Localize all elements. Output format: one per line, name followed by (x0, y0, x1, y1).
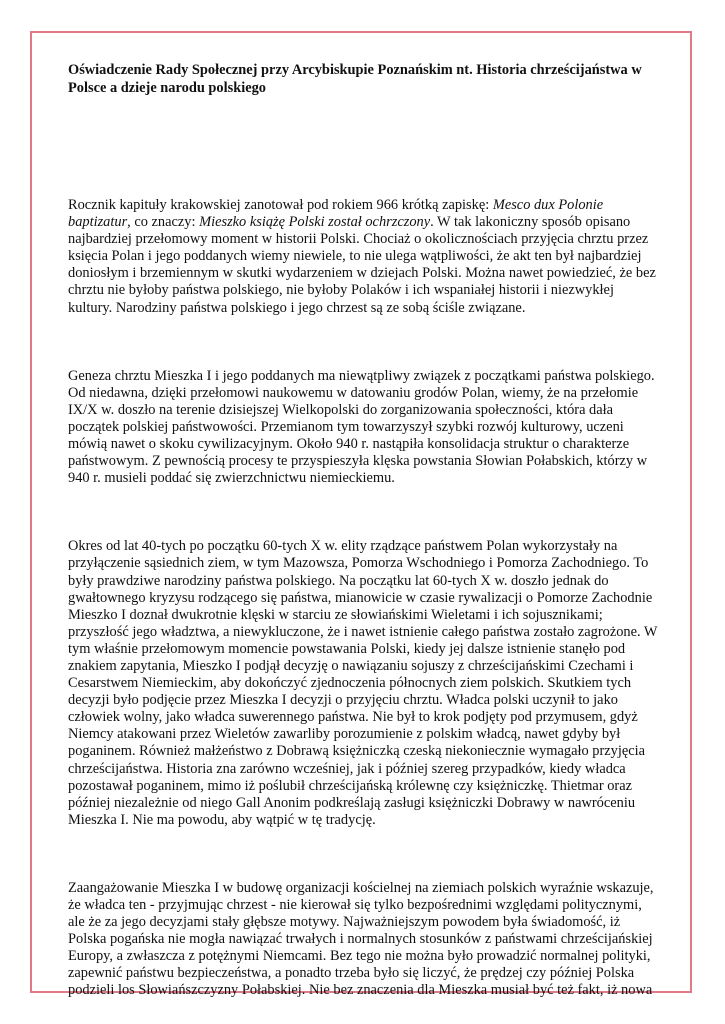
paragraph-2: Geneza chrztu Mieszka I i jego poddanych ma niewątpliwy związek z początkami państwa polskiego. Od niedawna, dzięki przełomowi naukowemu w datowaniu grodów Polan, wiemy, że na przełomie IX/X w. doszło na terenie dzisiejszej Wielkopolski do zorganizowania społeczności, która dała początek polskiej państwowości. Przemianom tym towarzyszył szybki rozwój kulturowy, uczeni mówią nawet o skoku cywilizacyjnym. Około 940 r. nastąpiła konsolidacja struktur o charakterze państwowym. Z pewnością procesy te przyspieszyła klęska powstania Słowian Połabskich, którzy w 940 r. musieli poddać się zwierzchnictwu niemieckiemu. (68, 367, 655, 487)
document-body (68, 62, 658, 1000)
polish-translation-quote: Mieszko książę Polski został ochrzczony (199, 214, 431, 231)
paragraph-1-text-b: , co znaczy: (127, 214, 200, 231)
paragraph-4: Zaangażowanie Mieszka I w budowę organizacji kościelnej na ziemiach polskich wyraźnie wskazuje, że władca ten - przyjmując chrzest - nie kierował się tylko bezpośrednimi względami politycznymi, ale że za jego decyzjami stały głębsze motywy. Najważniejszym powodem była świadomość, iż Polska pogańska nie mogła nawiązać trwałych i normalnych stosunków z państwami chrześcijańskiej Europy, a zwłaszcza z potężnymi Niemcami. Bez tego nie można było prowadzić normalnej polityki, zapewnić państwu bezpieczeństwa, a ponadto trzeba było się liczyć, że prędzej czy później Polska podzieli los Słowiańszczyzny Połabskiej. Nie bez znaczenia dla Mieszka musiał być też fakt, iż nowa (68, 879, 654, 999)
paragraph-1-text-c: . W tak lakoniczny sposób opisano najbardziej przełomowy moment w historii Polski. Chociaż o okolicznościach przyjęcia chrztu przez księcia Polan i jego poddanych wiemy niewiele, to nie ulega wątpliwości, że akt ten był najbardziej doniosłym i brzemiennym w skutki wydarzeniem w dziejach Polski. Można nawet powiedzieć, że bez chrztu nie byłoby państwa polskiego, nie byłoby Polaków i ich wspaniałej historii i niezwykłej kultury. Narodziny państwa polskiego i jego chrzest są ze sobą ściśle związane. (68, 214, 656, 316)
paragraph-1 (68, 197, 658, 317)
document-title: Oświadczenie Rady Społecznej przy Arcybiskupie Poznańskim nt. Historia chrześcijaństwa w Polsce a dzieje narodu polskiego (68, 62, 642, 96)
paragraph-3: Okres od lat 40-tych po początku 60-tych X w. elity rządzące państwem Polan wykorzystały na przyłączenie sąsiednich ziem, w tym Mazowsza, Pomorza Wschodniego i Pomorza Zachodniego. To były prawdziwe narodziny państwa polskiego. Na początku lat 60-tych X w. doszło jednak do gwałtownego kryzysu rodzącego się państwa, mianowicie w czasie rywalizacji o Pomorze Zachodnie Mieszko I doznał dwukrotnie klęski w starciu ze słowiańskimi Wieletami i ich sojusznikami; przyszłość jego władztwa, a niewykluczone, że i nawet istnienie całego państwa zostało zagrożone. W tym właśnie przełomowym momencie powstawania Polski, kiedy jej dalsze istnienie stanęło pod znakiem zapytania, Mieszko I podjął decyzję o nawiązaniu sojuszy z chrześcijańskimi Czechami i Cesarstwem Niemieckim, aby dokończyć zjednoczenia północnych ziem polskich. Skutkiem tych decyzji było podjęcie przez Mieszka I decyzji o przyjęciu chrztu. Władca polski uczynił to jako człowiek wolny, jako władca suwerennego państwa. Nie był to krok podjęty pod przymusem, gdyż Niemcy atakowani przez Wieletów zawarliby porozumienie z polskim władcą, nawet gdyby był poganinem. Również małżeństwo z Dobrawą księżniczką czeską niekoniecznie wymagało przyjęcia chrześcijaństwa. Historia zna zarówno wcześniej, jak i później szereg przypadków, kiedy władca pozostawał poganinem, mimo iż poślubił chrześcijańską królewnę czy księżniczkę. Thietmar oraz później niezależnie od niego Gall Anonim podkreślają zasługi księżniczki Dobrawy w nawróceniu Mieszka I. Nie ma powodu, aby wątpić w tę tradycję. (68, 538, 658, 828)
latin-quote: Mesco dux Polonie baptizatur (68, 197, 604, 231)
paragraph-1-text-a: Rocznik kapituły krakowskiej zanotował pod rokiem 966 krótką zapiskę: (68, 197, 493, 213)
